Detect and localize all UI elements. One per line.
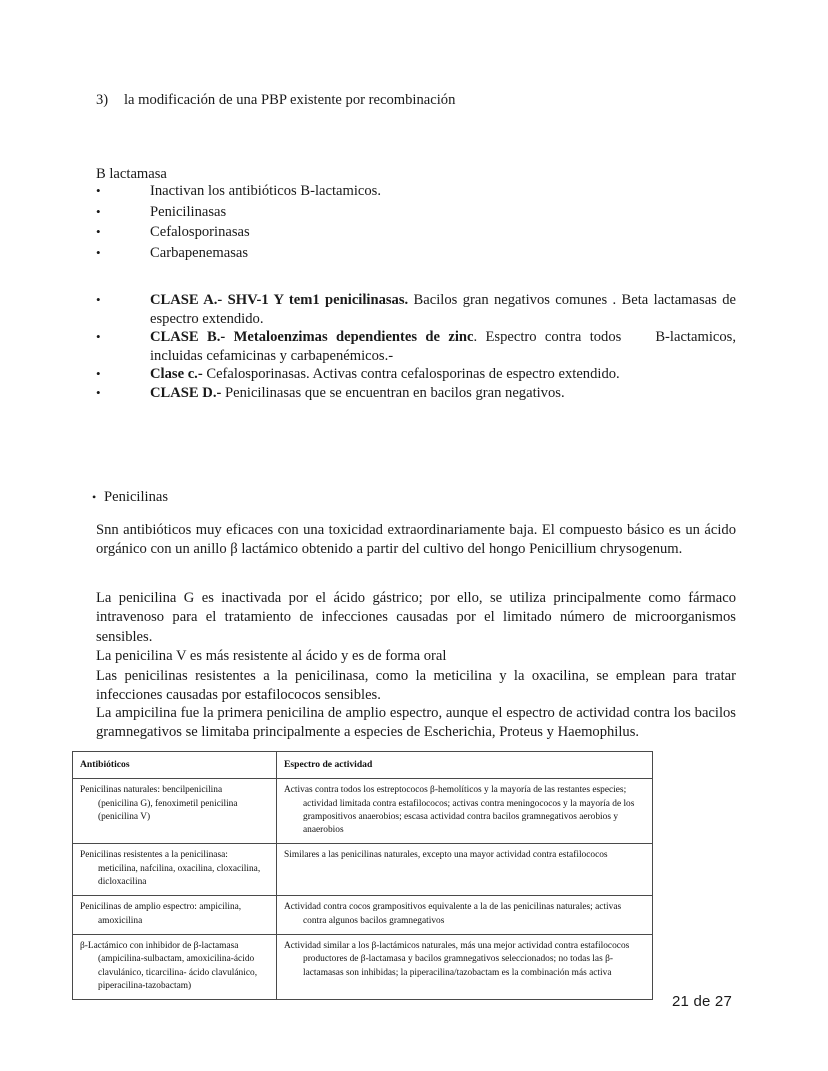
bullet-icon: • [96,244,101,260]
table-row [73,779,653,844]
cell-spectrum [277,844,653,896]
table-row [73,844,653,896]
numbered-item-marker: 3) [96,92,109,108]
page-indicator: 21 de 27 [672,993,732,1010]
bullet-icon: • [96,366,101,382]
paragraph-penicilina-g: La penicilina G es inactivada por el ácido gástrico; por ello, se utiliza principalmente como fármaco intravenoso para el tratamiento de infecciones causadas por el limitado número de microorganismos sensibles. [96,590,736,645]
cell-antibiotic [73,934,277,999]
clase-list [96,291,736,403]
list-item-label: Inactivan los antibióticos B-lactamicos. [150,183,382,199]
clase-c-title: Clase c.- [150,366,203,383]
antibiotic-line: piperacilina-tazobactam) [98,980,192,991]
table-row [73,896,653,935]
antibiotic-line: (ampicilina-sulbactam, amoxicilina-ácido [98,954,255,965]
paragraph-ampicilina: La ampicilina fue la primera penicilina de amplio espectro, aunque el espectro de actividad contra los bacilos gramnegativos se limitaba principalmente a especies de Escherichia, Proteus y Haemophilus. [96,705,736,741]
antibiotic-line: amoxicilina [98,915,143,926]
bullet-icon: • [96,183,101,198]
clase-c-description: Cefalosporinasas. Activas contra cefalosporinas de espectro extendido. [202,366,620,383]
clase-d-description: Penicilinasas que se encuentran en bacilos gran negativos. [221,384,565,401]
antibiotics-table-wrapper [72,751,652,1000]
column-header-antibioticos: Antibióticos [73,752,277,779]
spectrum-text: Activas contra todos los estreptococos β-hemolíticos y la mayoría de las restantes especies; actividad limitada contra estafilococos; activas contra meningococos y la mayoría de los grampositivos anaerobios; escasa actividad contra bacilos gramnegativos aerobios y anaerobios [284,785,635,836]
clase-list-item-c [96,365,736,384]
list-item [96,222,616,243]
list-item-label: Cefalosporinasas [150,224,250,241]
list-item [96,202,616,223]
numbered-item-3 [96,91,716,110]
paragraph-penicilinas-intro: Snn antibióticos muy eficaces con una toxicidad extraordinariamente baja. El compuesto básico es un ácido orgánico con un anillo β lactámico obtenido a partir del cultivo del hongo Penicillium chrysogenum. [96,522,736,558]
clase-a-description: Bacilos gran negativos comunes . Beta lactamasas de espectro extendido. [150,292,736,327]
numbered-item-text: la modificación de una PBP existente por recombinación [124,92,456,108]
bullet-icon: • [96,224,101,240]
spectrum-text: Actividad similar a los β-lactámicos naturales, más una mejor actividad contra estafilococos productores de β-lactamasa y bacilos gramnegativos seleccionados; no todas las β-lactamasas son inhibidas; la piperacilina/tazobactam es la combinación más activa [284,940,630,978]
antibiotic-line: clavulánico, ticarcilina- ácido clavulánico, [98,967,258,978]
spectrum-text: Actividad contra cocos grampositivos equivalente a la de las penicilinas naturales; activas contra algunos bacilos gramnegativos [284,902,622,926]
blactamasa-heading: B lactamasa [96,166,167,182]
antibiotic-line: Penicilinas resistentes a la penicilinasa: [80,850,228,861]
paragraph-penicilinas-resistentes: Las penicilinas resistentes a la penicilinasa, como la meticilina y la oxacilina, se emplean para tratar infecciones causadas por estafilococos sensibles. [96,667,736,704]
spectrum-text: Similares a las penicilinas naturales, excepto una mayor actividad contra estafilococos [284,850,608,861]
clase-b-title: CLASE B.- Metaloenzimas dependientes de zinc [150,329,474,346]
antibiotic-line: (penicilina G), fenoximetil penicilina [98,798,238,809]
paragraph-penicilina-g-group [96,589,736,705]
clase-b-description-2: B-lactamicos, incluidas cefamicinas y carbapenémicos.- [150,329,736,364]
penicilinas-bullet [92,488,168,507]
clase-d-title: CLASE D.- [150,384,222,401]
clase-list-item-d [96,384,736,403]
cell-antibiotic [73,779,277,844]
antibiotic-line: β-Lactámico con inhibidor de β-lactamasa [80,940,239,951]
bullet-icon: • [92,490,97,504]
bullet-icon: • [96,203,101,219]
bullet-icon: • [96,329,101,345]
antibiotic-line: dicloxacilina [98,877,147,888]
cell-spectrum [277,934,653,999]
antibiotic-line: Penicilinas naturales: bencilpenicilina [80,785,223,796]
cell-spectrum [277,896,653,935]
bullet-icon: • [96,384,101,400]
column-header-espectro: Espectro de actividad [277,752,653,779]
clase-a-title: CLASE A.- SHV-1 Y tem1 penicilinasas. [150,292,409,308]
antibiotic-line: Penicilinas de amplio espectro: ampicilina, [80,902,242,913]
cell-antibiotic [73,844,277,896]
cell-antibiotic [73,896,277,935]
paragraph-penicilina-v: La penicilina V es más resistente al ácido y es de forma oral [96,648,447,665]
clase-list-item-a [96,291,736,328]
list-item-label: Carbapenemasas [150,244,249,261]
list-item [96,243,616,264]
antibiotic-line: meticilina, nafcilina, oxacilina, cloxacilina, [98,863,261,874]
antibiotics-table [72,751,653,1000]
clase-list-item-b [96,328,736,365]
list-item [96,181,616,202]
blactamasa-list [96,181,616,263]
cell-spectrum [277,779,653,844]
antibiotic-line: (penicilina V) [98,811,151,822]
bullet-icon: • [96,292,101,307]
penicilinas-bullet-label: Penicilinas [104,489,169,505]
clase-b-description: . Espectro contra todos [473,329,622,346]
table-header-row [73,752,653,779]
table-row [73,934,653,999]
list-item-label: Penicilinasas [150,203,227,220]
